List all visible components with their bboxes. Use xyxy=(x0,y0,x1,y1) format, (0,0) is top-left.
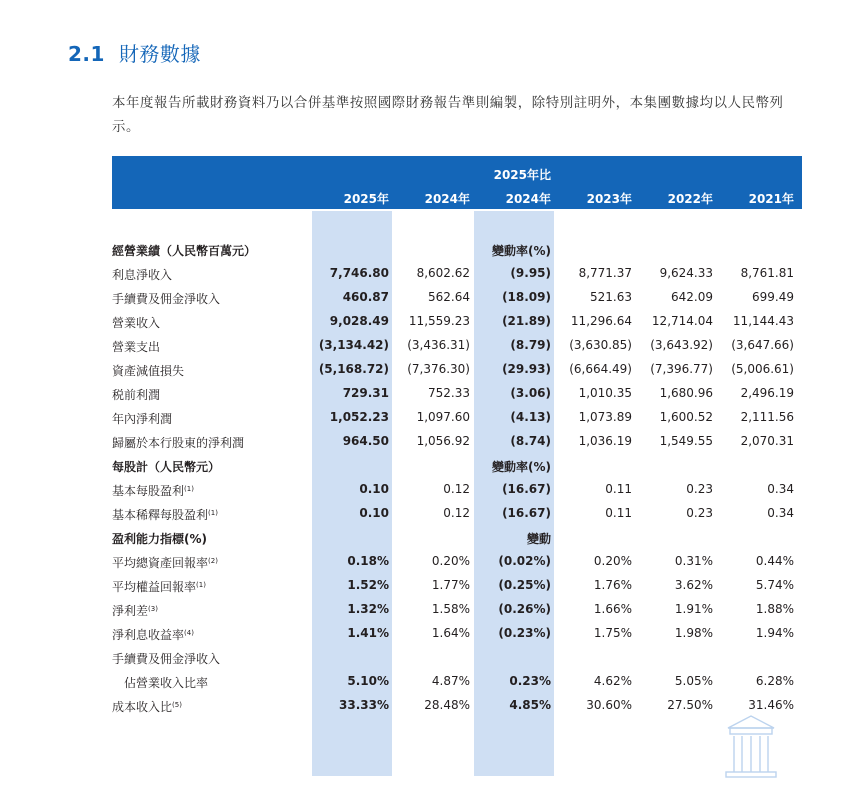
table-cell: 1,036.19 xyxy=(578,434,632,448)
row-label: 手續費及佣金淨收入 xyxy=(112,292,221,306)
table-cell: 6.28% xyxy=(755,674,794,688)
table-cell: 1.64% xyxy=(431,626,470,640)
table-cell: 0.23 xyxy=(686,482,713,496)
table-cell: 8,771.37 xyxy=(578,266,632,280)
table-cell: 1,052.23 xyxy=(329,410,389,424)
table-cell: 2,111.56 xyxy=(740,410,794,424)
table-cell: (3,630.85) xyxy=(569,338,632,352)
table-cell: (0.25%) xyxy=(498,578,551,592)
footnote-marker: (1) xyxy=(184,485,194,493)
table-cell: 2,496.19 xyxy=(740,386,794,400)
table-cell: 521.63 xyxy=(590,290,632,304)
table-cell: 0.10 xyxy=(359,506,389,520)
bank-building-watermark-icon xyxy=(722,710,780,780)
table-row xyxy=(112,286,802,310)
section-title: 財務數據 xyxy=(118,42,201,66)
table-row xyxy=(112,358,802,382)
table-cell: 4.85% xyxy=(509,698,551,712)
table-cell: 1,097.60 xyxy=(416,410,470,424)
row-label: 淨利息收益率$^{(4)}$ xyxy=(112,628,194,642)
row-label: 手續費及佣金淨收入 xyxy=(112,652,221,666)
row-label: 資產減值損失 xyxy=(112,364,185,378)
table-row xyxy=(112,670,802,694)
table-cell: 642.09 xyxy=(671,290,713,304)
footnote-marker: (4) xyxy=(184,629,194,637)
table-cell: 9,028.49 xyxy=(329,314,389,328)
table-cell: 1.88% xyxy=(755,602,794,616)
table-cell: 1,056.92 xyxy=(416,434,470,448)
table-cell: (21.89) xyxy=(502,314,551,328)
table-cell: 0.44% xyxy=(755,554,794,568)
table-cell: 7,746.80 xyxy=(329,266,389,280)
table-cell: (8.79) xyxy=(510,338,551,352)
table-cell: (3,647.66) xyxy=(731,338,794,352)
row-label: 年內淨利潤 xyxy=(112,412,173,426)
row-label: 營業支出 xyxy=(112,340,161,354)
table-cell: (5,006.61) xyxy=(731,362,794,376)
table-cell: 12,714.04 xyxy=(651,314,713,328)
table-row xyxy=(112,406,802,430)
table-cell: 1.91% xyxy=(674,602,713,616)
table-cell: 1,680.96 xyxy=(659,386,713,400)
section-number: 2.1 xyxy=(68,42,105,66)
table-cell: 1,073.89 xyxy=(578,410,632,424)
table-cell: 1,549.55 xyxy=(659,434,713,448)
table-cell: 31.46% xyxy=(748,698,794,712)
table-cell: 460.87 xyxy=(342,290,389,304)
header-col-4: 2023年 xyxy=(586,192,632,206)
header-change-top: 2025年比 xyxy=(493,168,551,182)
header-col-2: 2024年 xyxy=(424,192,470,206)
table-cell: 8,602.62 xyxy=(416,266,470,280)
table-cell: (7,376.30) xyxy=(407,362,470,376)
row-label: 税前利潤 xyxy=(112,388,161,402)
table-cell: (0.02%) xyxy=(498,554,551,568)
table-cell: (0.23%) xyxy=(498,626,551,640)
table-cell: (5,168.72) xyxy=(318,362,389,376)
footnote-marker: (1) xyxy=(208,509,218,517)
section-label: 經營業績（人民幣百萬元） xyxy=(112,244,257,258)
table-cell: 1.94% xyxy=(755,626,794,640)
table-cell: 0.34 xyxy=(767,482,794,496)
row-label: 基本稀釋每股盈利$^{(1)}$ xyxy=(112,508,218,522)
table-cell: 0.20% xyxy=(431,554,470,568)
section-heading xyxy=(68,38,201,67)
table-row xyxy=(112,646,802,670)
column-subheader: 變動率(%) xyxy=(492,244,551,258)
table-cell: 699.49 xyxy=(752,290,794,304)
table-cell: 11,559.23 xyxy=(408,314,470,328)
table-row xyxy=(112,454,802,478)
table-cell: 0.12 xyxy=(443,482,470,496)
table-cell: 0.18% xyxy=(347,554,389,568)
table-cell: 1.52% xyxy=(347,578,389,592)
table-row xyxy=(112,526,802,550)
row-label: 平均總資產回報率$^{(2)}$ xyxy=(112,556,218,570)
table-cell: 1,600.52 xyxy=(659,410,713,424)
table-cell: 8,761.81 xyxy=(740,266,794,280)
table-cell: 0.10 xyxy=(359,482,389,496)
table-cell: (18.09) xyxy=(502,290,551,304)
table-row xyxy=(112,238,802,262)
table-cell: (16.67) xyxy=(502,482,551,496)
table-cell: (3,643.92) xyxy=(650,338,713,352)
section-label: 盈利能力指標(%) xyxy=(112,532,207,546)
table-cell: 1.66% xyxy=(593,602,632,616)
table-row xyxy=(112,478,802,502)
table-cell: 5.74% xyxy=(755,578,794,592)
table-cell: (8.74) xyxy=(510,434,551,448)
table-body xyxy=(112,238,802,718)
table-cell: 752.33 xyxy=(428,386,470,400)
table-row xyxy=(112,310,802,334)
table-cell: 11,296.64 xyxy=(570,314,632,328)
table-row xyxy=(112,574,802,598)
table-cell: 11,144.43 xyxy=(732,314,794,328)
table-row xyxy=(112,694,802,718)
table-row xyxy=(112,430,802,454)
table-cell: 0.23% xyxy=(509,674,551,688)
table-cell: 1.41% xyxy=(347,626,389,640)
table-cell: 3.62% xyxy=(674,578,713,592)
table-cell: 2,070.31 xyxy=(740,434,794,448)
footnote-marker: (5) xyxy=(172,701,182,709)
table-row xyxy=(112,382,802,406)
table-cell: 4.62% xyxy=(593,674,632,688)
section-label: 每股計（人民幣元） xyxy=(112,460,221,474)
table-cell: 729.31 xyxy=(342,386,389,400)
table-cell: 1.75% xyxy=(593,626,632,640)
table-cell: (29.93) xyxy=(502,362,551,376)
table-cell: (4.13) xyxy=(510,410,551,424)
row-label: 利息淨收入 xyxy=(112,268,173,282)
row-label: 成本收入比$^{(5)}$ xyxy=(112,700,182,714)
table-row xyxy=(112,550,802,574)
row-label: 佔營業收入比率 xyxy=(124,676,209,690)
row-label: 歸屬於本行股東的淨利潤 xyxy=(112,436,245,450)
table-cell: 0.20% xyxy=(593,554,632,568)
column-subheader: 變動率(%) xyxy=(492,460,551,474)
table-cell: 0.31% xyxy=(674,554,713,568)
table-cell: 1.58% xyxy=(431,602,470,616)
table-row xyxy=(112,334,802,358)
table-cell: 0.11 xyxy=(605,506,632,520)
table-cell: 5.05% xyxy=(674,674,713,688)
row-label: 營業收入 xyxy=(112,316,161,330)
column-subheader: 變動 xyxy=(526,532,551,546)
table-cell: 0.23 xyxy=(686,506,713,520)
table-cell: (3.06) xyxy=(510,386,551,400)
table-cell: (3,436.31) xyxy=(407,338,470,352)
table-cell: 30.60% xyxy=(586,698,632,712)
table-cell: 0.12 xyxy=(443,506,470,520)
table-row xyxy=(112,622,802,646)
table-cell: 964.50 xyxy=(342,434,389,448)
table-cell: 1.76% xyxy=(593,578,632,592)
table-cell: 1.98% xyxy=(674,626,713,640)
table-cell: 9,624.33 xyxy=(659,266,713,280)
table-row xyxy=(112,598,802,622)
row-label: 淨利差$^{(3)}$ xyxy=(112,604,158,618)
row-label: 平均權益回報率$^{(1)}$ xyxy=(112,580,206,594)
footnote-marker: (3) xyxy=(148,605,158,613)
table-cell: 28.48% xyxy=(424,698,470,712)
table-row xyxy=(112,262,802,286)
table-cell: (3,134.42) xyxy=(318,338,389,352)
table-cell: 33.33% xyxy=(339,698,389,712)
footnote-marker: (2) xyxy=(208,557,218,565)
intro-paragraph: 本年度報告所載財務資料乃以合併基準按照國際財務報告準則編製，除特別註明外，本集團數據均以人民幣列示。 xyxy=(112,96,784,135)
table-cell: 27.50% xyxy=(667,698,713,712)
header-col-3: 2024年 xyxy=(505,192,551,206)
table-cell: 1.32% xyxy=(347,602,389,616)
table-cell: 1.77% xyxy=(431,578,470,592)
table-header xyxy=(112,156,802,209)
header-col-5: 2022年 xyxy=(667,192,713,206)
table-cell: 4.87% xyxy=(431,674,470,688)
table-cell: 0.34 xyxy=(767,506,794,520)
table-cell: (7,396.77) xyxy=(650,362,713,376)
table-cell: (16.67) xyxy=(502,506,551,520)
row-label: 基本每股盈利$^{(1)}$ xyxy=(112,484,194,498)
table-cell: 5.10% xyxy=(347,674,389,688)
table-cell: 0.11 xyxy=(605,482,632,496)
table-cell: (9.95) xyxy=(510,266,551,280)
header-col-6: 2021年 xyxy=(748,192,794,206)
table-cell: 562.64 xyxy=(428,290,470,304)
footnote-marker: (1) xyxy=(196,581,206,589)
table-row xyxy=(112,502,802,526)
table-cell: (0.26%) xyxy=(498,602,551,616)
header-col-1: 2025年 xyxy=(343,192,389,206)
table-cell: 1,010.35 xyxy=(578,386,632,400)
table-cell: (6,664.49) xyxy=(569,362,632,376)
